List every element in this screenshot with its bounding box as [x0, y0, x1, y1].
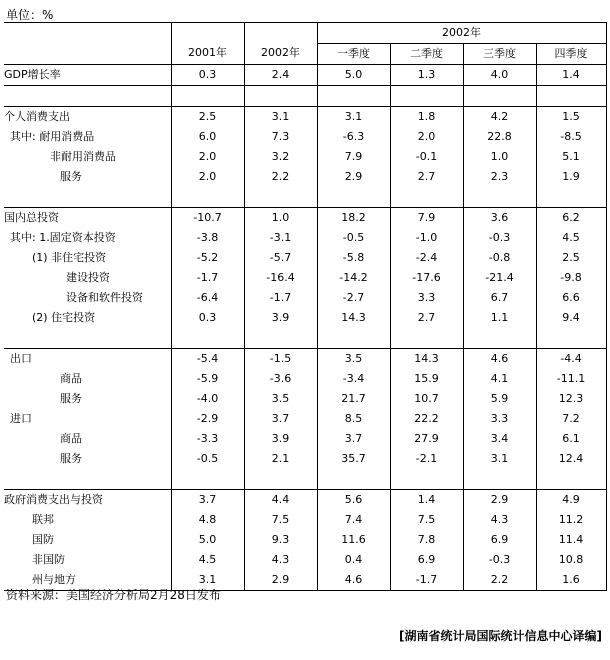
cell-value: -5.8	[317, 248, 390, 268]
cell-value: -9.8	[536, 268, 606, 288]
spacer-cell	[463, 85, 536, 106]
cell-value: 5.1	[536, 147, 606, 167]
cell-value: 22.2	[390, 409, 463, 429]
header-label-cell	[4, 43, 171, 64]
table-row	[4, 369, 606, 389]
cell-value: 11.2	[536, 510, 606, 530]
table-row	[4, 308, 606, 328]
header-empty-cell	[4, 23, 171, 44]
cell-value: 7.2	[536, 409, 606, 429]
spacer-cell	[171, 328, 244, 349]
table-row	[4, 248, 606, 268]
spacer-cell	[4, 328, 171, 349]
row-label: 出口	[10, 351, 32, 365]
row-label: 商品	[60, 431, 82, 445]
header-row-columns	[4, 43, 606, 64]
cell-value: 2.7	[390, 308, 463, 328]
cell-value: -2.9	[171, 409, 244, 429]
row-label: 非国防	[32, 552, 65, 566]
cell-value: 3.1	[244, 106, 317, 127]
cell-value: -0.1	[390, 147, 463, 167]
spacer-cell	[317, 469, 390, 490]
cell-value: 2.3	[463, 167, 536, 187]
cell-value: 7.4	[317, 510, 390, 530]
cell-value: 6.9	[463, 530, 536, 550]
spacer-cell	[536, 85, 606, 106]
table-row	[4, 64, 606, 85]
cell-value: 22.8	[463, 127, 536, 147]
cell-value: 0.4	[317, 550, 390, 570]
column-header: 一季度	[317, 43, 390, 64]
cell-value: 14.3	[317, 308, 390, 328]
spacer-cell	[536, 469, 606, 490]
cell-value: 3.7	[244, 409, 317, 429]
cell-value: 1.4	[536, 64, 606, 85]
cell-value: -6.4	[171, 288, 244, 308]
column-header: 二季度	[390, 43, 463, 64]
row-label: 建设投资	[66, 270, 110, 284]
spacer-row	[4, 187, 606, 208]
cell-value: -1.0	[390, 228, 463, 248]
cell-value: 3.7	[171, 489, 244, 510]
cell-value: -6.3	[317, 127, 390, 147]
cell-value: -4.4	[536, 348, 606, 369]
spacer-cell	[171, 85, 244, 106]
spacer-row	[4, 328, 606, 349]
table-row	[4, 207, 606, 228]
cell-value: -2.1	[390, 449, 463, 469]
cell-value: 12.3	[536, 389, 606, 409]
spacer-cell	[4, 469, 171, 490]
cell-value: 3.4	[463, 429, 536, 449]
cell-value: 4.5	[536, 228, 606, 248]
cell-value: 3.7	[317, 429, 390, 449]
spacer-cell	[390, 328, 463, 349]
cell-value: 4.6	[317, 570, 390, 591]
row-label: 国内总投资	[4, 210, 59, 224]
source-note: 资料来源：美国经济分析局2月28日发布	[6, 588, 221, 602]
cell-value: 18.2	[317, 207, 390, 228]
gdp-table	[4, 22, 607, 591]
cell-value: 3.3	[463, 409, 536, 429]
cell-value: 4.9	[536, 489, 606, 510]
cell-value: 10.8	[536, 550, 606, 570]
spacer-cell	[244, 187, 317, 208]
table-row	[4, 288, 606, 308]
cell-value: -3.3	[171, 429, 244, 449]
table-row	[4, 147, 606, 167]
table-row	[4, 167, 606, 187]
spacer-cell	[244, 85, 317, 106]
header-empty-cell	[244, 23, 317, 44]
cell-value: 5.9	[463, 389, 536, 409]
spacer-cell	[463, 328, 536, 349]
cell-value: 2.1	[244, 449, 317, 469]
cell-value: 35.7	[317, 449, 390, 469]
header-empty-cell	[171, 23, 244, 44]
spacer-cell	[390, 469, 463, 490]
row-label: 设备和软件投资	[66, 290, 143, 304]
cell-value: -4.0	[171, 389, 244, 409]
cell-value: -3.6	[244, 369, 317, 389]
cell-value: 2.9	[244, 570, 317, 591]
table-row	[4, 127, 606, 147]
cell-value: 7.9	[317, 147, 390, 167]
cell-value: -21.4	[463, 268, 536, 288]
cell-value: 2.2	[463, 570, 536, 591]
cell-value: -8.5	[536, 127, 606, 147]
table-row	[4, 268, 606, 288]
row-label: 政府消费支出与投资	[4, 492, 103, 506]
cell-value: 3.1	[317, 106, 390, 127]
cell-value: 11.4	[536, 530, 606, 550]
cell-value: 4.5	[171, 550, 244, 570]
cell-value: 4.8	[171, 510, 244, 530]
cell-value: -3.4	[317, 369, 390, 389]
cell-value: 3.5	[244, 389, 317, 409]
spacer-cell	[536, 328, 606, 349]
cell-value: 1.6	[536, 570, 606, 591]
table-row	[4, 106, 606, 127]
row-label: 商品	[60, 371, 82, 385]
spacer-cell	[244, 328, 317, 349]
cell-value: 27.9	[390, 429, 463, 449]
spacer-cell	[390, 187, 463, 208]
cell-value: -1.7	[244, 288, 317, 308]
cell-value: -10.7	[171, 207, 244, 228]
cell-value: 2.9	[463, 489, 536, 510]
row-label: 服务	[60, 391, 82, 405]
spacer-cell	[317, 187, 390, 208]
cell-value: 3.3	[390, 288, 463, 308]
cell-value: 4.1	[463, 369, 536, 389]
cell-value: -2.4	[390, 248, 463, 268]
cell-value: 21.7	[317, 389, 390, 409]
cell-value: -1.7	[390, 570, 463, 591]
row-label: 服务	[60, 451, 82, 465]
cell-value: 0.3	[171, 308, 244, 328]
cell-value: 12.4	[536, 449, 606, 469]
cell-value: 5.6	[317, 489, 390, 510]
row-label: 进口	[10, 411, 32, 425]
cell-value: 4.3	[244, 550, 317, 570]
cell-value: 3.6	[463, 207, 536, 228]
row-label: 州与地方	[4, 570, 171, 591]
cell-value: 2.4	[244, 64, 317, 85]
table-row	[4, 449, 606, 469]
cell-value: 1.1	[463, 308, 536, 328]
row-label: 国防	[32, 532, 54, 546]
column-header: 2002年	[244, 43, 317, 64]
table-row	[4, 489, 606, 510]
cell-value: 6.0	[171, 127, 244, 147]
cell-value: 3.5	[317, 348, 390, 369]
cell-value: -1.7	[171, 268, 244, 288]
cell-value: -0.5	[317, 228, 390, 248]
cell-value: 1.0	[244, 207, 317, 228]
cell-value: 4.3	[463, 510, 536, 530]
cell-value: 2.5	[536, 248, 606, 268]
cell-value: 3.9	[244, 429, 317, 449]
row-label: (2) 住宅投资	[32, 310, 96, 324]
cell-value: -0.8	[463, 248, 536, 268]
cell-value: 1.0	[463, 147, 536, 167]
cell-value: -16.4	[244, 268, 317, 288]
cell-value: 6.2	[536, 207, 606, 228]
cell-value: 2.9	[317, 167, 390, 187]
cell-value: 4.6	[463, 348, 536, 369]
cell-value: 7.3	[244, 127, 317, 147]
cell-value: 11.6	[317, 530, 390, 550]
spacer-row	[4, 469, 606, 490]
cell-value: 1.8	[390, 106, 463, 127]
cell-value: 3.1	[463, 449, 536, 469]
row-label: 个人消费支出	[4, 109, 70, 123]
cell-value: 9.3	[244, 530, 317, 550]
spacer-cell	[390, 85, 463, 106]
table-row	[4, 409, 606, 429]
table-row	[4, 228, 606, 248]
cell-value: -5.9	[171, 369, 244, 389]
cell-value: 15.9	[390, 369, 463, 389]
row-label: (1) 非住宅投资	[32, 250, 107, 264]
cell-value: -3.1	[244, 228, 317, 248]
cell-value: 2.0	[171, 167, 244, 187]
row-label: 其中: 1.固定资本投资	[10, 230, 116, 244]
table-row	[4, 348, 606, 369]
cell-value: 4.2	[463, 106, 536, 127]
cell-value: 6.1	[536, 429, 606, 449]
row-label: 联邦	[32, 512, 54, 526]
cell-value: 7.8	[390, 530, 463, 550]
cell-value: 7.5	[390, 510, 463, 530]
table-row	[4, 530, 606, 550]
cell-value: 2.7	[390, 167, 463, 187]
cell-value: -5.7	[244, 248, 317, 268]
cell-value: 14.3	[390, 348, 463, 369]
column-header: 三季度	[463, 43, 536, 64]
spacer-cell	[317, 85, 390, 106]
cell-value: 2.2	[244, 167, 317, 187]
cell-value: 0.3	[171, 64, 244, 85]
spacer-cell	[4, 187, 171, 208]
cell-value: -2.7	[317, 288, 390, 308]
cell-value: 1.9	[536, 167, 606, 187]
spacer-cell	[463, 469, 536, 490]
row-label: 其中: 耐用消费品	[10, 129, 95, 143]
cell-value: 6.7	[463, 288, 536, 308]
row-label: GDP增长率	[4, 64, 171, 85]
table-row	[4, 429, 606, 449]
cell-value: -17.6	[390, 268, 463, 288]
spacer-cell	[244, 469, 317, 490]
cell-value: 4.4	[244, 489, 317, 510]
cell-value: -3.8	[171, 228, 244, 248]
cell-value: -5.2	[171, 248, 244, 268]
cell-value: -1.5	[244, 348, 317, 369]
unit-label: 单位：%	[6, 8, 54, 22]
cell-value: -0.5	[171, 449, 244, 469]
header-row-group	[4, 23, 606, 44]
cell-value: 3.9	[244, 308, 317, 328]
table-row	[4, 389, 606, 409]
table-row	[4, 510, 606, 530]
cell-value: 6.6	[536, 288, 606, 308]
credit-note: [湖南省统计局国际统计信息中心译编]	[399, 629, 602, 643]
spacer-cell	[171, 469, 244, 490]
table-row	[4, 550, 606, 570]
cell-value: -5.4	[171, 348, 244, 369]
cell-value: -11.1	[536, 369, 606, 389]
cell-value: 5.0	[317, 64, 390, 85]
cell-value: 3.2	[244, 147, 317, 167]
row-label: 非耐用消费品	[50, 149, 116, 163]
cell-value: 6.9	[390, 550, 463, 570]
cell-value: 1.3	[390, 64, 463, 85]
cell-value: 10.7	[390, 389, 463, 409]
cell-value: 9.4	[536, 308, 606, 328]
spacer-cell	[4, 85, 171, 106]
column-header: 四季度	[536, 43, 606, 64]
cell-value: -0.3	[463, 228, 536, 248]
cell-value: -0.3	[463, 550, 536, 570]
spacer-row	[4, 85, 606, 106]
cell-value: 8.5	[317, 409, 390, 429]
cell-value: 2.0	[171, 147, 244, 167]
spacer-cell	[171, 187, 244, 208]
cell-value: 7.5	[244, 510, 317, 530]
header-group-2002: 2002年	[317, 23, 606, 44]
spacer-cell	[317, 328, 390, 349]
cell-value: 5.0	[171, 530, 244, 550]
cell-value: 1.4	[390, 489, 463, 510]
cell-value: 4.0	[463, 64, 536, 85]
spacer-cell	[536, 187, 606, 208]
cell-value: 2.5	[171, 106, 244, 127]
cell-value: 2.0	[390, 127, 463, 147]
cell-value: 7.9	[390, 207, 463, 228]
row-label: 服务	[60, 169, 82, 183]
spacer-cell	[463, 187, 536, 208]
cell-value: -14.2	[317, 268, 390, 288]
column-header: 2001年	[171, 43, 244, 64]
cell-value: 3.1	[171, 570, 244, 591]
cell-value: 1.5	[536, 106, 606, 127]
